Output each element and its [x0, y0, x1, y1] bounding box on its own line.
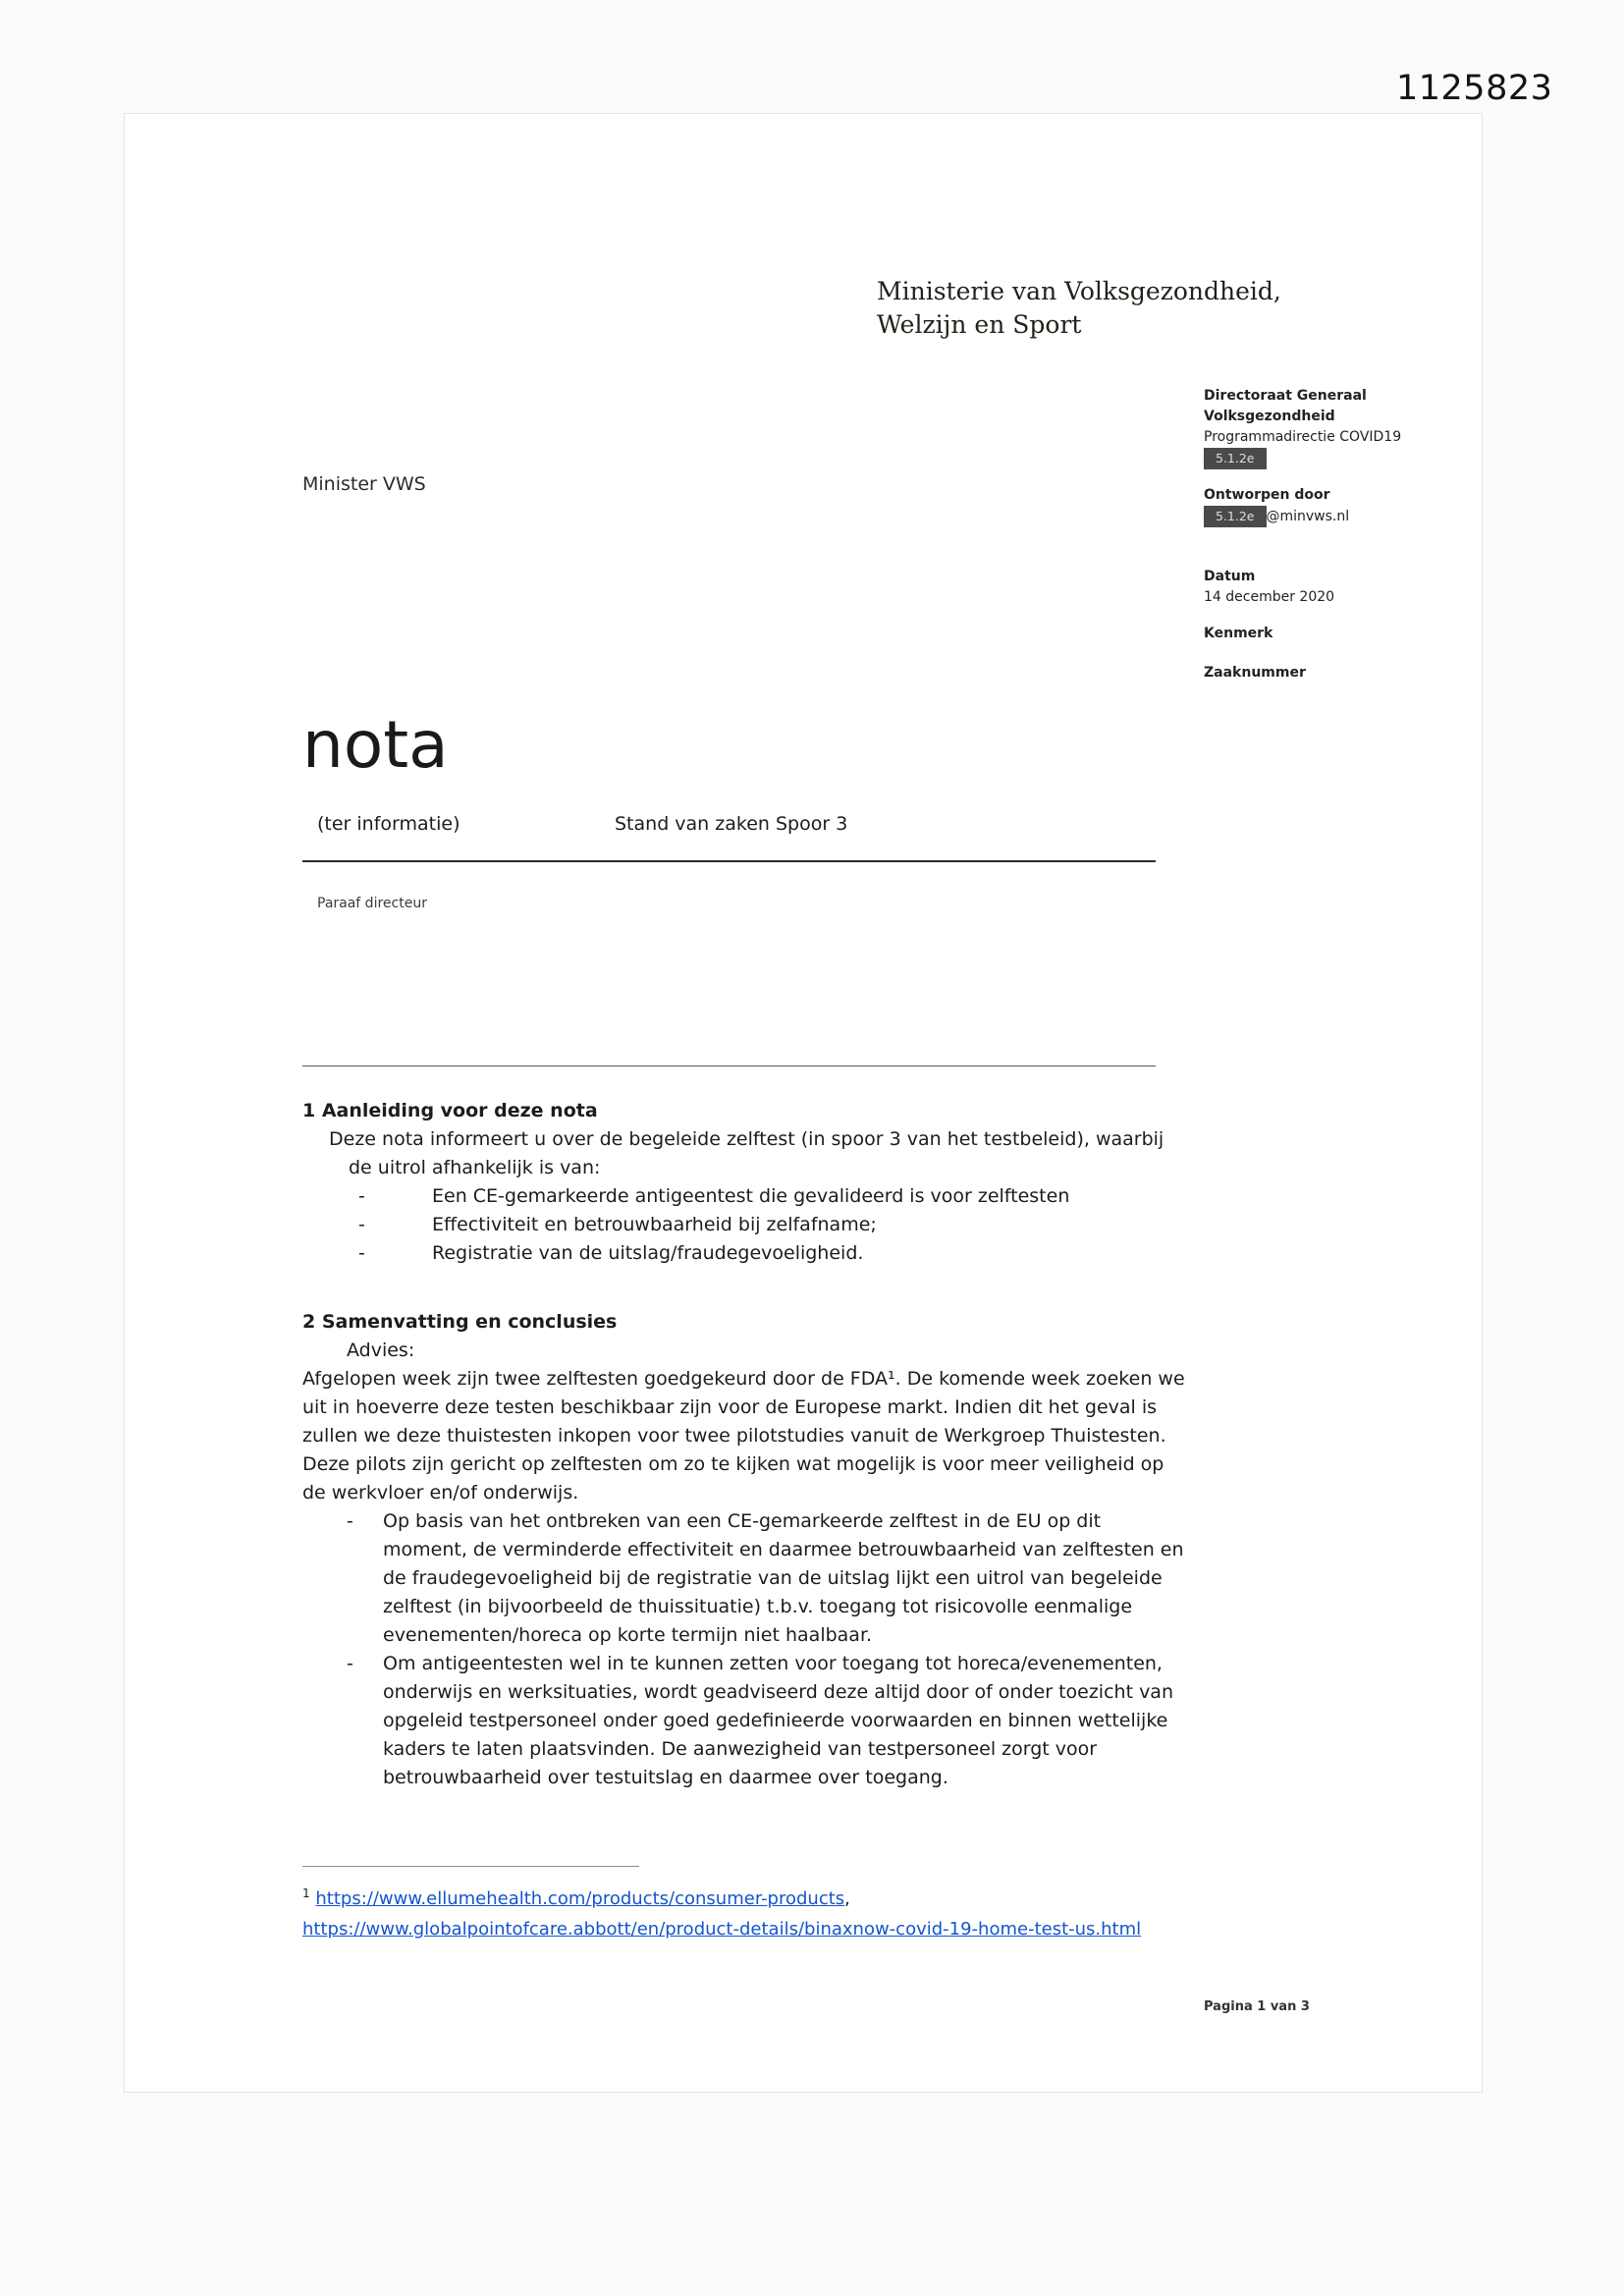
ministry-name-line1: Ministerie van Volksgezondheid,: [877, 277, 1281, 305]
footnote-link-2[interactable]: https://www.globalpointofcare.abbott/en/product-details/binaxnow-covid-19-home-test-us.html: [302, 1919, 1142, 1940]
bullet-dash: -: [358, 1242, 365, 1264]
footnote-block: [302, 1866, 1186, 1944]
list-item: [302, 1507, 1186, 1650]
subtitle-subject: Stand van zaken Spoor 3: [615, 813, 848, 835]
list-item: [302, 1650, 1186, 1792]
footnote-marker: 1: [302, 1886, 310, 1900]
designed-by-label: Ontworpen door: [1204, 487, 1330, 503]
section-2-heading: 2 Samenvatting en conclusies: [302, 1311, 618, 1333]
footnote-line-2: [302, 1914, 1186, 1944]
date-label: Datum: [1204, 569, 1256, 584]
redaction-box-1: 5.1.2e: [1204, 448, 1267, 469]
email-domain: @minvws.nl: [1266, 509, 1350, 524]
list-item-text: Om antigeentesten wel in te kunnen zetten voor toegang tot horeca/evenementen, onderwijs en werksituaties, wordt geadviseerd deze altijd door of onder toezicht van opgeleid testpersoneel onder goed gedefinieerde voorwaarden en binnen wettelijke kaders te laten plaatsvinden. De aanwezigheid van testpersoneel zorgt voor betrouwbaarheid over testuitslag en daarmee over toegang.: [383, 1653, 1173, 1788]
list-item-text: Op basis van het ontbreken van een CE-gemarkeerde zelftest in de EU op dit moment, de verminderde effectiviteit en daarmee betrouwbaarheid van zelftesten en de fraudegevoeligheid bij de registratie van de uitslag lijkt een uitrol van begeleide zelftest (in bijvoorbeeld de thuissituatie) t.b.v. toegang tot risicovolle eenmalige evenementen/horeca op korte termijn niet haalbaar.: [383, 1510, 1184, 1646]
section-2-paragraph: Afgelopen week zijn twee zelftesten goedgekeurd door de FDA¹. De komende week zoeken we uit in hoeverre deze testen beschikbaar zijn voor de Europese markt. Indien dit het geval is zullen we deze thuistesten inkopen voor twee pilotstudies vanuit de Werkgroep Thuistesten. Deze pilots zijn gericht op zelftesten om zo te kijken wat mogelijk is voor meer veiligheid op de werkvloer en/of onderwijs.: [302, 1368, 1185, 1503]
list-item-text: Effectiviteit en betrouwbaarheid bij zelfafname;: [432, 1214, 877, 1235]
programme-name: Programmadirectie COVID19: [1204, 429, 1402, 445]
date-value: 14 december 2020: [1204, 589, 1335, 605]
title-divider: [302, 860, 1156, 862]
doc-number-stamp: 1125823: [1396, 69, 1553, 108]
document-title: nota: [302, 707, 449, 783]
metadata-column: [1204, 386, 1479, 683]
document-body: [302, 1097, 1186, 1792]
document-page: [125, 114, 1482, 2092]
subtitle-type: (ter informatie): [317, 813, 460, 835]
directorate-line2: Volksgezondheid: [1204, 409, 1335, 424]
section-1-intro: Deze nota informeert u over de begeleide zelftest (in spoor 3 van het testbeleid), waarbij de uitrol afhankelijk is van:: [329, 1128, 1164, 1178]
footnote-divider: [302, 1866, 639, 1867]
bullet-dash: -: [358, 1185, 365, 1207]
bullet-dash: -: [347, 1510, 353, 1532]
footnote-separator: ,: [844, 1888, 850, 1909]
ministry-header: [877, 275, 1281, 342]
bullet-dash: -: [347, 1653, 353, 1674]
reference-label: Kenmerk: [1204, 626, 1273, 641]
list-item: [302, 1239, 1186, 1268]
footnote-line-1: [302, 1879, 1186, 1914]
list-item: [302, 1211, 1186, 1239]
footnote-link-1[interactable]: https://www.ellumehealth.com/products/consumer-products: [315, 1888, 845, 1909]
redaction-box-2: 5.1.2e: [1204, 506, 1267, 527]
list-item-text: Een CE-gemarkeerde antigeentest die gevalideerd is voor zelftesten: [432, 1185, 1070, 1207]
ministry-name-line2: Welzijn en Sport: [877, 310, 1082, 339]
case-number-label: Zaaknummer: [1204, 665, 1306, 681]
page-number: Pagina 1 van 3: [1204, 1999, 1310, 2014]
addressee: Minister VWS: [302, 473, 426, 495]
paraaf-label: Paraaf directeur: [317, 896, 427, 911]
list-item-text: Registratie van de uitslag/fraudegevoeligheid.: [432, 1242, 864, 1264]
list-item: [302, 1182, 1186, 1211]
directorate-line1: Directoraat Generaal: [1204, 388, 1367, 404]
section-1-heading: 1 Aanleiding voor deze nota: [302, 1100, 598, 1121]
bullet-dash: -: [358, 1214, 365, 1235]
advies-label: Advies:: [347, 1339, 415, 1361]
